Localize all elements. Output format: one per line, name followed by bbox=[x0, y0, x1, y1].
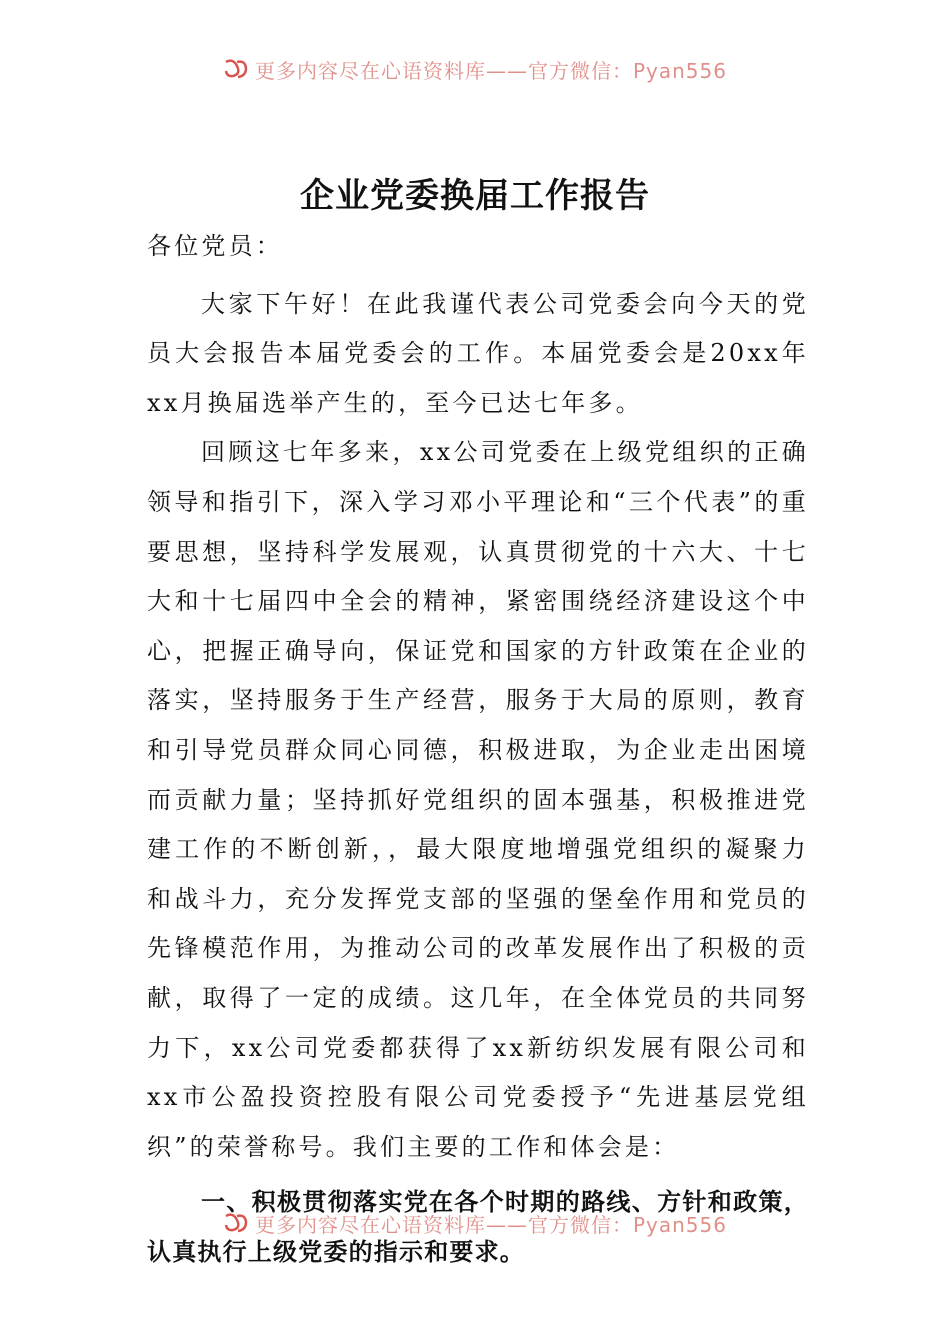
document-title: 企业党委换届工作报告 bbox=[300, 176, 650, 216]
watermark-text: 更多内容尽在心语资料库——官方微信：Pyan556 bbox=[254, 58, 727, 83]
watermark-footer bbox=[0, 1208, 950, 1238]
watermark-header bbox=[0, 54, 950, 84]
watermark-logo-icon bbox=[223, 58, 249, 80]
document-body bbox=[147, 222, 809, 1277]
watermark-text: 更多内容尽在心语资料库——官方微信：Pyan556 bbox=[254, 1212, 727, 1237]
greeting: 各位党员： bbox=[147, 232, 283, 260]
watermark-logo-icon bbox=[223, 1212, 249, 1234]
paragraph-intro: 大家下午好！在此我谨代表公司党委会向今天的党员大会报告本届党委会的工作。本届党委会是20xx年xx月换届选举产生的，至今已达七年多。 bbox=[147, 289, 809, 417]
section-heading: 一、积极贯彻落实党在各个时期的路线、方针和政策，认真执行上级党委的指示和要求。 bbox=[147, 1188, 809, 1266]
paragraph-review: 回顾这七年多来，xx公司党委在上级党组织的正确领导和指引下，深入学习邓小平理论和“三个代表”的重要思想，坚持科学发展观，认真贯彻党的十六大、十七大和十七届四中全会的精神，紧密围绕经济建设这个中心，把握正确导向，保证党和国家的方针政策在企业的落实，坚持服务于生产经营，服务于大局的原则，教育和引导党员群众同心同德，积极进取，为企业走出困境而贡献力量；坚持抓好党组织的固本强基，积极推进党建工作的不断创新，，最大限度地增强党组织的凝聚力和战斗力，充分发挥党支部的坚强的堡垒作用和党员的先锋模范作用，为推动公司的改革发展作出了积极的贡献，取得了一定的成绩。这几年，在全体党员的共同努力下，xx公司党委都获得了xx新纺织发展有限公司和xx市公盈投资控股有限公司党委授予“先进基层党组织”的荣誉称号。我们主要的工作和体会是： bbox=[147, 438, 809, 1161]
